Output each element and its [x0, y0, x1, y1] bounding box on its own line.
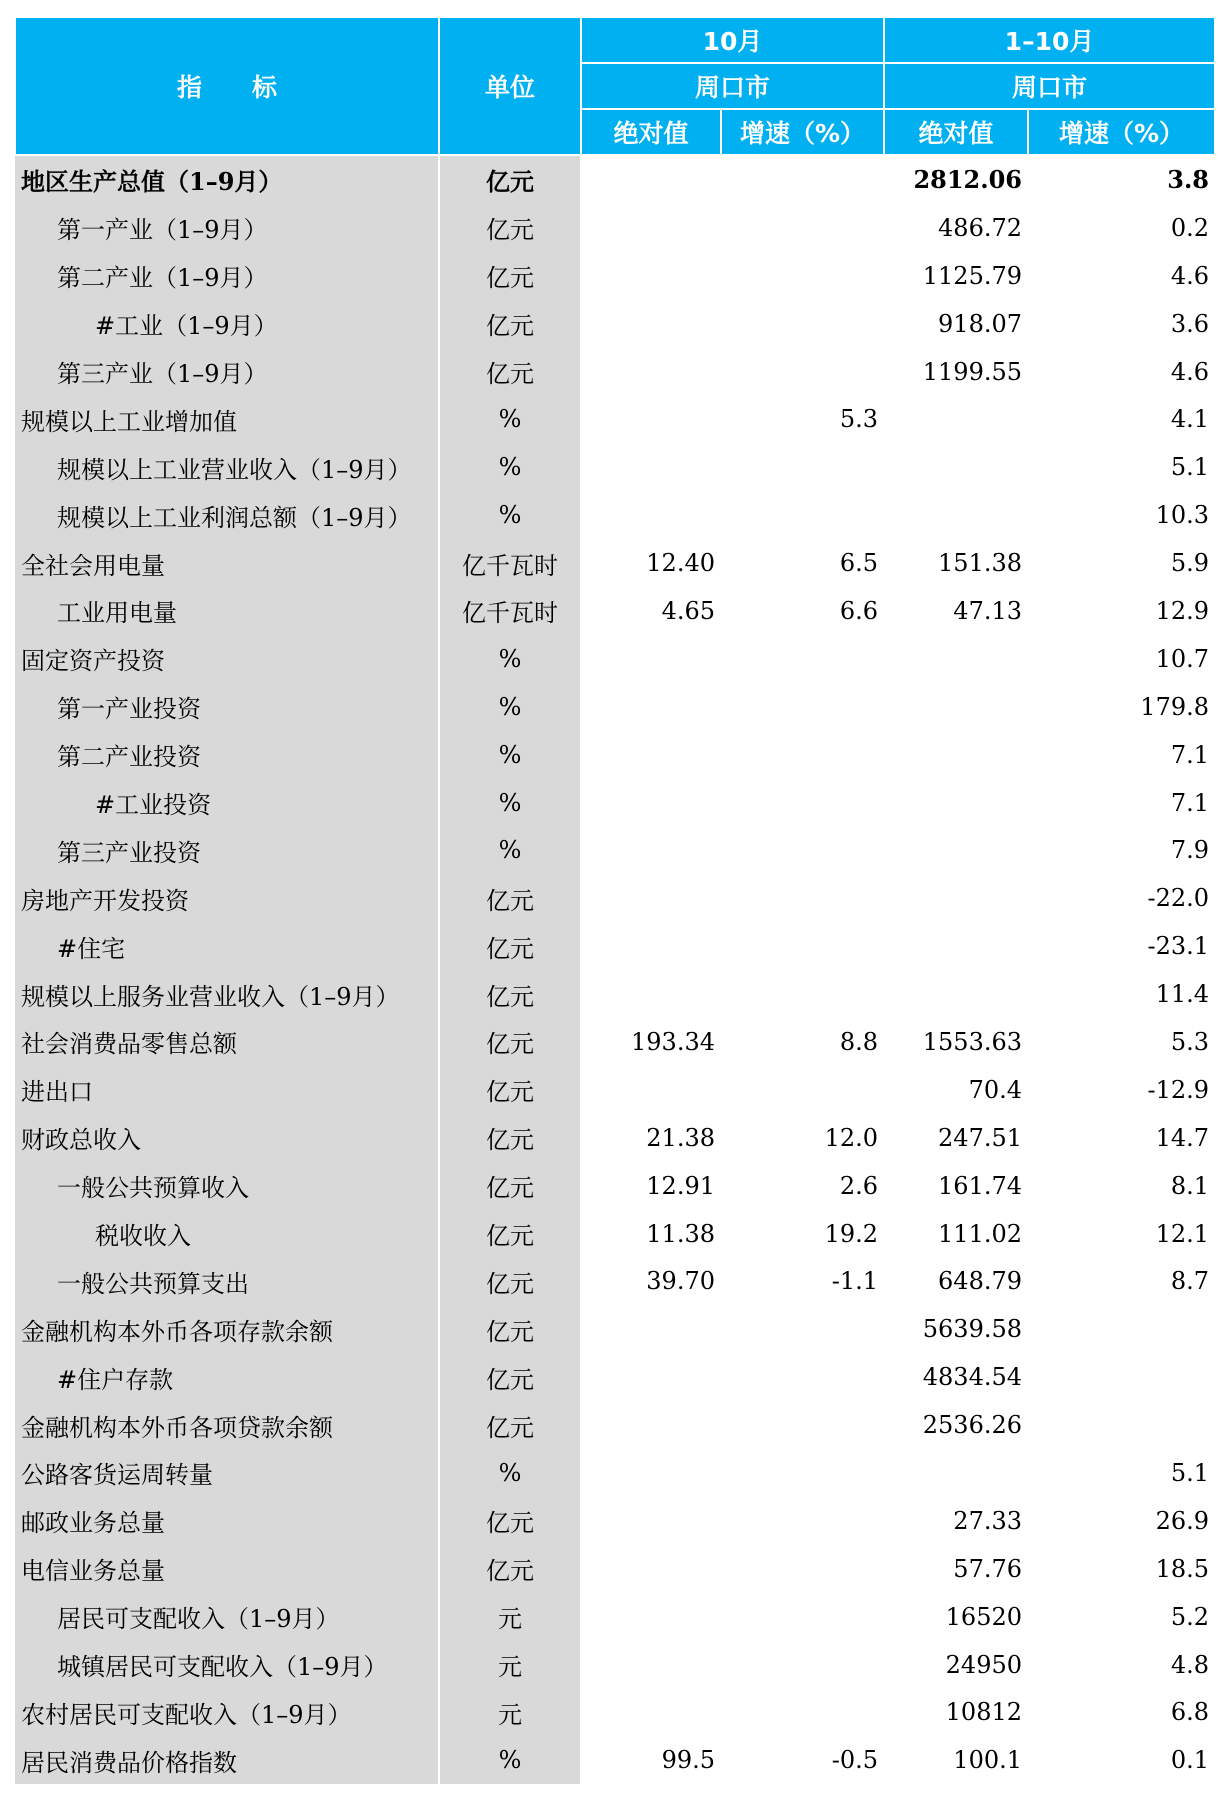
month-growth-rate: [721, 348, 884, 396]
unit-cell: 亿元: [439, 1305, 581, 1353]
indicator-name: 第三产业投资: [15, 826, 439, 874]
month-absolute-value: [581, 1641, 721, 1689]
ytd-growth-rate: 12.9: [1155, 596, 1210, 625]
ytd-growth-rate: 7.9: [1170, 836, 1210, 865]
ytd-growth-rate: 3.6: [1170, 309, 1210, 338]
table-row: [15, 1593, 1215, 1641]
indicator-name: 工业用电量: [15, 587, 439, 635]
month-absolute-value: [581, 1545, 721, 1593]
month-absolute-value: [581, 1449, 721, 1497]
indicator-name: 金融机构本外币各项存款余额: [15, 1305, 439, 1353]
month-growth-rate: [721, 252, 884, 300]
month-absolute-value: [581, 731, 721, 779]
month-absolute-value: [581, 443, 721, 491]
indicator-name: 规模以上工业利润总额（1–9月）: [15, 491, 439, 539]
ytd-growth-rate: [1028, 1305, 1215, 1353]
month-absolute-value: [581, 1353, 721, 1401]
table-row: [15, 443, 1215, 491]
month-growth-rate: 2.6: [839, 1171, 879, 1200]
month-absolute-value: [581, 970, 721, 1018]
month-absolute-value: 4.65: [661, 596, 715, 625]
month-growth-rate: [721, 1353, 884, 1401]
ytd-absolute-value: [884, 395, 1028, 443]
month-growth-rate: 5.3: [839, 405, 879, 434]
month-absolute-value: [581, 1066, 721, 1114]
month-absolute-value: [581, 1689, 721, 1737]
ytd-absolute-value: 100.1: [953, 1746, 1023, 1775]
ytd-growth-rate: 8.7: [1170, 1267, 1210, 1296]
ytd-absolute-value: 1199.55: [922, 357, 1023, 386]
ytd-absolute-value: 24950: [945, 1650, 1023, 1679]
indicator-name: 金融机构本外币各项贷款余额: [15, 1401, 439, 1449]
month-growth-rate: [721, 1689, 884, 1737]
table-row: [15, 731, 1215, 779]
indicator-name: 财政总收入: [15, 1114, 439, 1162]
ytd-absolute-value: [884, 635, 1028, 683]
ytd-absolute-value: 10812: [945, 1698, 1023, 1727]
month-absolute-value: [581, 395, 721, 443]
month-growth-rate: [721, 491, 884, 539]
table-row: [15, 155, 1215, 204]
unit-cell: %: [439, 826, 581, 874]
month-absolute-value: [581, 348, 721, 396]
month-growth-rate: [721, 1593, 884, 1641]
ytd-growth-rate: 0.2: [1170, 213, 1210, 242]
ytd-growth-rate: 7.1: [1170, 788, 1210, 817]
table-row: [15, 1449, 1215, 1497]
ytd-growth-rate: 4.1: [1170, 405, 1210, 434]
header-growth-month: 增速（%）: [721, 109, 884, 155]
indicator-name: 第三产业（1–9月）: [15, 348, 439, 396]
indicator-name: 农村居民可支配收入（1–9月）: [15, 1689, 439, 1737]
table-row: [15, 1018, 1215, 1066]
indicator-name: #工业（1–9月）: [15, 300, 439, 348]
ytd-growth-rate: 12.1: [1155, 1219, 1210, 1248]
ytd-growth-rate: 6.8: [1170, 1698, 1210, 1727]
unit-cell: 亿元: [439, 155, 581, 204]
ytd-growth-rate: 8.1: [1170, 1171, 1210, 1200]
table-row: [15, 683, 1215, 731]
ytd-absolute-value: [884, 970, 1028, 1018]
month-growth-rate: [721, 635, 884, 683]
month-growth-rate: [721, 826, 884, 874]
table-row: [15, 1066, 1215, 1114]
month-absolute-value: [581, 1305, 721, 1353]
unit-cell: 亿元: [439, 1018, 581, 1066]
ytd-absolute-value: 1125.79: [922, 261, 1023, 290]
table-row: [15, 395, 1215, 443]
month-growth-rate: [721, 1641, 884, 1689]
indicator-name: 规模以上工业增加值: [15, 395, 439, 443]
month-growth-rate: [721, 1449, 884, 1497]
header-indicator: 指 标: [15, 17, 439, 155]
unit-cell: 元: [439, 1689, 581, 1737]
month-growth-rate: [721, 1066, 884, 1114]
unit-cell: 元: [439, 1641, 581, 1689]
month-absolute-value: 11.38: [646, 1219, 715, 1248]
unit-cell: %: [439, 683, 581, 731]
unit-cell: 亿元: [439, 1497, 581, 1545]
header-region-month: 周口市: [581, 63, 884, 109]
ytd-absolute-value: 27.33: [953, 1506, 1023, 1535]
table-row: [15, 922, 1215, 970]
unit-cell: 亿元: [439, 1257, 581, 1305]
table-row: [15, 587, 1215, 635]
ytd-absolute-value: 151.38: [938, 549, 1023, 578]
ytd-absolute-value: 57.76: [953, 1554, 1023, 1583]
table-row: [15, 1736, 1215, 1784]
table-row: [15, 1257, 1215, 1305]
month-growth-rate: [721, 1497, 884, 1545]
indicator-name: #工业投资: [15, 779, 439, 827]
month-absolute-value: [581, 779, 721, 827]
table-row: [15, 826, 1215, 874]
ytd-absolute-value: [884, 922, 1028, 970]
month-growth-rate: [721, 1305, 884, 1353]
indicator-name: 邮政业务总量: [15, 1497, 439, 1545]
unit-cell: %: [439, 1449, 581, 1497]
month-absolute-value: 39.70: [646, 1267, 715, 1296]
ytd-growth-rate: -22.0: [1147, 884, 1210, 913]
unit-cell: 亿元: [439, 970, 581, 1018]
ytd-absolute-value: 486.72: [938, 213, 1023, 242]
ytd-growth-rate: [1028, 1401, 1215, 1449]
table-row: [15, 348, 1215, 396]
month-growth-rate: [721, 731, 884, 779]
unit-cell: 亿元: [439, 874, 581, 922]
header-unit: 单位: [439, 17, 581, 155]
ytd-absolute-value: [884, 1449, 1028, 1497]
statistics-table-container: [14, 16, 1214, 1784]
ytd-growth-rate: [1028, 1353, 1215, 1401]
ytd-absolute-value: 918.07: [938, 309, 1023, 338]
table-body: [15, 155, 1215, 1784]
unit-cell: %: [439, 491, 581, 539]
indicator-name: 公路客货运周转量: [15, 1449, 439, 1497]
indicator-name: 进出口: [15, 1066, 439, 1114]
ytd-absolute-value: 4834.54: [922, 1363, 1023, 1392]
table-row: [15, 970, 1215, 1018]
ytd-growth-rate: -12.9: [1147, 1075, 1210, 1104]
month-growth-rate: 6.6: [839, 596, 879, 625]
ytd-growth-rate: 5.3: [1170, 1027, 1210, 1056]
table-row: [15, 1497, 1215, 1545]
ytd-growth-rate: 4.6: [1170, 357, 1210, 386]
month-absolute-value: [581, 1401, 721, 1449]
month-growth-rate: [721, 970, 884, 1018]
unit-cell: 亿元: [439, 1066, 581, 1114]
indicator-name: 第二产业（1–9月）: [15, 252, 439, 300]
unit-cell: 亿元: [439, 1210, 581, 1258]
ytd-absolute-value: [884, 826, 1028, 874]
indicator-name: 规模以上服务业营业收入（1–9月）: [15, 970, 439, 1018]
ytd-growth-rate: 4.8: [1170, 1650, 1210, 1679]
month-absolute-value: 193.34: [631, 1027, 715, 1056]
table-row: [15, 491, 1215, 539]
ytd-growth-rate: -23.1: [1147, 932, 1210, 961]
month-absolute-value: [581, 491, 721, 539]
month-growth-rate: 12.0: [824, 1123, 879, 1152]
indicator-name: 税收收入: [15, 1210, 439, 1258]
table-row: [15, 1353, 1215, 1401]
month-absolute-value: [581, 300, 721, 348]
statistics-table: [14, 16, 1216, 1784]
month-absolute-value: [581, 155, 721, 204]
table-row: [15, 204, 1215, 252]
ytd-absolute-value: 1553.63: [922, 1027, 1023, 1056]
unit-cell: 亿元: [439, 1162, 581, 1210]
table-row: [15, 779, 1215, 827]
unit-cell: 亿元: [439, 252, 581, 300]
ytd-absolute-value: [884, 874, 1028, 922]
unit-cell: 亿元: [439, 300, 581, 348]
ytd-growth-rate: 26.9: [1155, 1506, 1210, 1535]
header-abs-ytd: 绝对值: [884, 109, 1028, 155]
indicator-name: 全社会用电量: [15, 539, 439, 587]
month-growth-rate: 8.8: [839, 1027, 879, 1056]
unit-cell: 亿元: [439, 1401, 581, 1449]
table-row: [15, 1641, 1215, 1689]
month-absolute-value: 12.40: [646, 549, 715, 578]
header-abs-month: 绝对值: [581, 109, 721, 155]
indicator-name: 社会消费品零售总额: [15, 1018, 439, 1066]
month-growth-rate: [721, 204, 884, 252]
ytd-growth-rate: 7.1: [1170, 740, 1210, 769]
ytd-absolute-value: [884, 683, 1028, 731]
month-absolute-value: 12.91: [646, 1171, 715, 1200]
ytd-absolute-value: 111.02: [938, 1219, 1023, 1248]
month-absolute-value: [581, 1593, 721, 1641]
table-row: [15, 1401, 1215, 1449]
ytd-growth-rate: 5.9: [1170, 549, 1210, 578]
unit-cell: 亿元: [439, 204, 581, 252]
table-row: [15, 635, 1215, 683]
month-growth-rate: [721, 300, 884, 348]
unit-cell: %: [439, 731, 581, 779]
month-growth-rate: [721, 155, 884, 204]
month-growth-rate: [721, 1401, 884, 1449]
indicator-name: 一般公共预算支出: [15, 1257, 439, 1305]
unit-cell: 元: [439, 1593, 581, 1641]
month-absolute-value: [581, 826, 721, 874]
indicator-name: 第一产业（1–9月）: [15, 204, 439, 252]
month-growth-rate: -0.5: [831, 1746, 879, 1775]
unit-cell: 亿元: [439, 1545, 581, 1593]
table-row: [15, 1114, 1215, 1162]
ytd-absolute-value: [884, 443, 1028, 491]
header-region-ytd: 周口市: [884, 63, 1215, 109]
indicator-name: 一般公共预算收入: [15, 1162, 439, 1210]
ytd-growth-rate: 5.1: [1170, 1458, 1210, 1487]
ytd-absolute-value: 247.51: [938, 1123, 1023, 1152]
ytd-growth-rate: 179.8: [1140, 692, 1210, 721]
table-row: [15, 1545, 1215, 1593]
table-row: [15, 1689, 1215, 1737]
ytd-absolute-value: [884, 491, 1028, 539]
unit-cell: 亿千瓦时: [439, 539, 581, 587]
ytd-growth-rate: 10.3: [1155, 501, 1210, 530]
month-growth-rate: [721, 779, 884, 827]
indicator-name: 固定资产投资: [15, 635, 439, 683]
ytd-growth-rate: 14.7: [1155, 1123, 1210, 1152]
ytd-absolute-value: 5639.58: [922, 1315, 1023, 1344]
ytd-growth-rate: 5.2: [1170, 1602, 1210, 1631]
header-period-ytd: 1–10月: [884, 17, 1215, 63]
table-row: [15, 874, 1215, 922]
month-growth-rate: [721, 1545, 884, 1593]
month-growth-rate: -1.1: [831, 1267, 879, 1296]
ytd-absolute-value: [884, 779, 1028, 827]
header-growth-ytd: 增速（%）: [1028, 109, 1215, 155]
indicator-name: 电信业务总量: [15, 1545, 439, 1593]
ytd-absolute-value: 161.74: [938, 1171, 1023, 1200]
ytd-growth-rate: 0.1: [1170, 1746, 1210, 1775]
indicator-name: 规模以上工业营业收入（1–9月）: [15, 443, 439, 491]
ytd-absolute-value: 2812.06: [913, 165, 1023, 195]
month-absolute-value: [581, 204, 721, 252]
indicator-name: 地区生产总值（1–9月）: [15, 155, 439, 204]
indicator-name: #住宅: [15, 922, 439, 970]
indicator-name: 第一产业投资: [15, 683, 439, 731]
unit-cell: 亿元: [439, 348, 581, 396]
ytd-growth-rate: 10.7: [1155, 644, 1210, 673]
ytd-absolute-value: 70.4: [968, 1075, 1023, 1104]
month-growth-rate: [721, 683, 884, 731]
unit-cell: %: [439, 395, 581, 443]
month-absolute-value: [581, 683, 721, 731]
table-row: [15, 1210, 1215, 1258]
indicator-name: 城镇居民可支配收入（1–9月）: [15, 1641, 439, 1689]
month-absolute-value: [581, 1497, 721, 1545]
month-absolute-value: 21.38: [646, 1123, 715, 1152]
unit-cell: %: [439, 635, 581, 683]
table-row: [15, 539, 1215, 587]
ytd-absolute-value: 648.79: [938, 1267, 1023, 1296]
month-growth-rate: [721, 922, 884, 970]
indicator-name: 房地产开发投资: [15, 874, 439, 922]
month-absolute-value: 99.5: [661, 1746, 715, 1775]
unit-cell: 亿元: [439, 922, 581, 970]
month-growth-rate: 19.2: [824, 1219, 879, 1248]
unit-cell: %: [439, 779, 581, 827]
month-absolute-value: [581, 874, 721, 922]
header-period-month: 10月: [581, 17, 884, 63]
table-row: [15, 252, 1215, 300]
month-growth-rate: 6.5: [839, 549, 879, 578]
indicator-name: 居民消费品价格指数: [15, 1736, 439, 1784]
month-growth-rate: [721, 874, 884, 922]
table-row: [15, 1305, 1215, 1353]
unit-cell: %: [439, 1736, 581, 1784]
month-absolute-value: [581, 635, 721, 683]
table-row: [15, 1162, 1215, 1210]
ytd-growth-rate: 3.8: [1167, 165, 1210, 195]
ytd-absolute-value: 2536.26: [922, 1411, 1023, 1440]
indicator-name: 第二产业投资: [15, 731, 439, 779]
unit-cell: 亿千瓦时: [439, 587, 581, 635]
indicator-name: #住户存款: [15, 1353, 439, 1401]
table-header: [15, 17, 1215, 155]
unit-cell: 亿元: [439, 1114, 581, 1162]
ytd-growth-rate: 5.1: [1170, 453, 1210, 482]
unit-cell: %: [439, 443, 581, 491]
month-growth-rate: [721, 443, 884, 491]
unit-cell: 亿元: [439, 1353, 581, 1401]
month-absolute-value: [581, 252, 721, 300]
ytd-growth-rate: 11.4: [1155, 980, 1210, 1009]
table-row: [15, 300, 1215, 348]
ytd-absolute-value: 47.13: [953, 596, 1023, 625]
ytd-growth-rate: 4.6: [1170, 261, 1210, 290]
ytd-absolute-value: [884, 731, 1028, 779]
indicator-name: 居民可支配收入（1–9月）: [15, 1593, 439, 1641]
ytd-absolute-value: 16520: [945, 1602, 1023, 1631]
ytd-growth-rate: 18.5: [1155, 1554, 1210, 1583]
month-absolute-value: [581, 922, 721, 970]
